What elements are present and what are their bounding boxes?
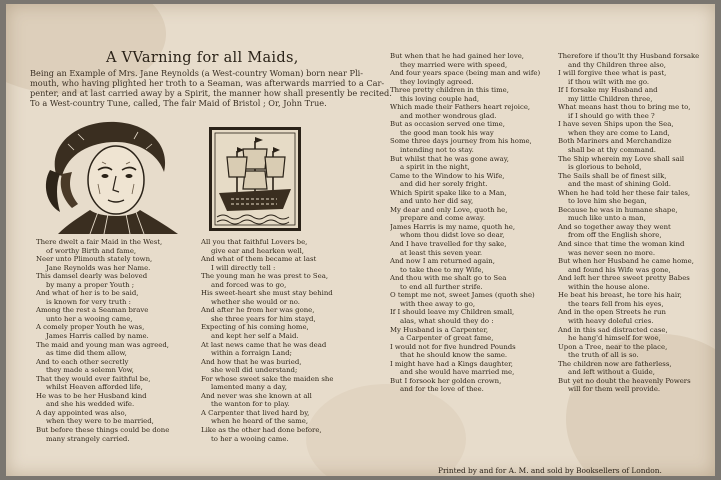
verse-line: And to each other secretly [36, 357, 129, 366]
verse-line: Like as the other had done before, [201, 426, 322, 435]
verse-line: And left her three sweet pretty Babes [558, 274, 690, 283]
verse-line: the truth of all is so. [568, 351, 639, 360]
verse-line: Because he was in humane shape, [558, 205, 678, 214]
verse-line: And what of them became at last [201, 255, 317, 264]
verse-line: with thee away to go, [400, 299, 476, 308]
ship-woodcut [209, 127, 301, 231]
verse-line: Therefore if thou'lt thy Husband forsake [558, 52, 700, 60]
verse-line: and she his wedded wife. [46, 400, 135, 409]
verse-line: if thou wilt with me go. [568, 77, 650, 86]
verse-line: I might have had a Kings daughter, [390, 359, 513, 368]
verse-line: to love him she began, [568, 197, 647, 206]
verse-line: All you that faithful Lovers be, [201, 238, 308, 246]
verse-line: of worthy Birth and fame, [46, 246, 137, 255]
verse-line: Among the rest a Seaman brave [36, 306, 149, 315]
verse-line: whom thou didst love so dear, [400, 231, 505, 240]
verse-line: to her a wooing came. [211, 434, 289, 443]
verse-line: and did her sorely fright. [400, 180, 488, 189]
woman-portrait-woodcut [38, 114, 190, 234]
verse-line: The children now are fatherless, [558, 359, 672, 368]
verse-line: Expecting of his coming home, [201, 323, 309, 332]
verse-line: when they are come to Land, [568, 128, 670, 137]
verse-line: and unto her did say, [400, 197, 474, 206]
verse-line: she three years for him stayd, [211, 314, 316, 323]
verse-column-2 [201, 238, 333, 443]
verse-line: But as occasion served one time, [390, 120, 505, 129]
verse-line: His sweet-heart she must stay behind [201, 289, 333, 298]
verse-line: intending not to stay. [400, 146, 474, 155]
verse-line: they lovingly agreed. [400, 77, 474, 86]
verse-line: she well did understand; [211, 366, 298, 375]
verse-column-3 [390, 52, 540, 394]
verse-line: he hang'd himself for woe, [568, 334, 661, 343]
verse-line: and forced was to go, [211, 280, 287, 289]
verse-line: prepare and come away. [400, 214, 486, 223]
broadside-sheet [6, 4, 715, 476]
verse-line: they married were with speed, [400, 60, 508, 69]
verse-line: And so together away they went [558, 222, 671, 231]
verse-line: O tempt me not, sweet James (quoth she) [390, 291, 535, 300]
verse-line: I would not for five hundred Pounds [390, 342, 516, 351]
verse-line: with heavy doleful cries. [568, 316, 654, 325]
printer-imprint: Printed by and for A. M. and sold by Booksellers of London. [438, 466, 662, 475]
verse-line: unto her a wooing came, [46, 314, 133, 323]
verse-line: I will forgive thee what is past, [558, 69, 667, 78]
verse-line: What means hast thou to bring me to, [558, 103, 691, 112]
verse-line: and thy Children three also, [568, 60, 666, 69]
verse-line: that he should know the same. [400, 351, 508, 360]
verse-line: And what of her is to be said, [36, 289, 139, 298]
verse-column-4 [558, 52, 699, 394]
verse-line: and for the love of thee. [400, 385, 484, 394]
verse-line: James Harris is my name, quoth he, [390, 222, 516, 231]
verse-line: Which Spirit spake like to a Man, [390, 188, 507, 197]
subtitle-line: Being an Example of Mrs. Jane Reynolds (a West-country Woman) born near Pli- [30, 68, 364, 78]
ballad-title: A VVarning for all Maids, [106, 50, 299, 66]
verse-line: was never seen no more. [568, 248, 656, 257]
verse-line: There dwelt a fair Maid in the West, [36, 238, 163, 246]
verse-line: My Husband is a Carpenter, [390, 325, 489, 334]
verse-line: Both Mariners and Merchandize [558, 137, 672, 146]
verse-line: the wanton for to play. [211, 400, 290, 409]
verse-line: And how that he was buried, [201, 357, 302, 366]
verse-line: But I forsook her golden crown, [390, 376, 502, 385]
verse-line: and the mast of shining Gold. [568, 180, 671, 189]
verse-line: many strangely carried. [46, 434, 130, 443]
verse-line: a spirit in the night, [400, 163, 470, 172]
verse-line: A comely proper Youth he was, [36, 323, 145, 332]
verse-line: will for them well provide. [568, 385, 661, 394]
verse-line: But before these things could be done [36, 426, 170, 435]
verse-line: I have seven Ships upon the Sea, [558, 120, 674, 129]
verse-line: lamented many a day, [211, 383, 287, 392]
verse-line: the good man took his way [400, 128, 494, 137]
verse-line: And in the open Streets he run [558, 308, 666, 317]
verse-line: whilst Heaven afforded life, [46, 383, 143, 392]
verse-line: and kept her self a Maid. [211, 332, 299, 341]
verse-line: Came to the Window to his Wife, [390, 171, 505, 180]
verse-line: a Carpenter of great fame, [400, 334, 494, 343]
verse-line: and she would have married me, [400, 368, 515, 377]
verse-line: And since that time the woman kind [558, 240, 685, 249]
verse-line: And in this sad distracted case, [558, 325, 668, 334]
verse-line: they made a solemn Vow, [46, 366, 134, 375]
verse-line: My dear and only Love, quoth he, [390, 205, 508, 214]
verse-line: And now I am returned again, [390, 257, 495, 266]
verse-line: The young man he was prest to Sea, [201, 272, 329, 281]
verse-line: this loving couple had, [400, 94, 480, 103]
verse-line: and found his Wife was gone, [568, 265, 671, 274]
verse-line: if I should go with thee ? [568, 111, 655, 120]
verse-line: Jane Reynolds was her Name. [46, 263, 151, 272]
verse-column-1 [36, 238, 169, 443]
verse-line: within a forraign Land; [211, 349, 292, 358]
verse-line: The Ship wherein my Love shall sail [558, 154, 685, 163]
verse-line: whether she would or no. [211, 297, 301, 306]
verse-line: the tears fell from his eyes, [568, 299, 664, 308]
verse-line: And never was she known at all [201, 391, 312, 400]
verse-line: If I should leave my Children small, [390, 308, 515, 317]
verse-line: as time did them allow, [46, 349, 127, 358]
verse-line: This damsel dearly was beloved [36, 272, 148, 281]
verse-line: That they would ever faithful be, [36, 374, 151, 383]
verse-line: And after he from her was gone, [201, 306, 315, 315]
verse-line: A day appointed was also, [36, 408, 127, 417]
verse-line: is glorious to behold, [568, 163, 642, 172]
verse-line: shall be at thy command. [568, 146, 656, 155]
verse-line: by many a proper Youth ; [46, 280, 135, 289]
verse-line: But yet no doubt the heavenly Powers [558, 376, 691, 385]
verse-line: Three pretty children in this time, [390, 86, 509, 95]
verse-line: at least this seven year. [400, 248, 483, 257]
verse-line: The maid and young man was agreed, [36, 340, 169, 349]
verse-line: And I have travelled for thy sake, [390, 240, 507, 249]
verse-line: He was to be her Husband kind [36, 391, 147, 400]
verse-line: within the house alone. [568, 282, 650, 291]
verse-line: If I forsake my Husband and [558, 86, 658, 95]
verse-line: But whilst that he was gone away, [390, 154, 509, 163]
verse-line: Upon a Tree, near to the place, [558, 342, 668, 351]
verse-line: And thou with me shalt go to Sea [390, 274, 507, 283]
verse-line: much like unto a man, [568, 214, 646, 223]
verse-line: from off the English shore, [568, 231, 662, 240]
verse-line: Which made their Fathers heart rejoice, [390, 103, 531, 112]
subtitle-line: penter, and at last carried away by a Spirit, the manner how shall presently be recited. [30, 88, 392, 98]
verse-line: But when her Husband he came home, [558, 257, 694, 266]
verse-line: when they were to be married, [46, 417, 154, 426]
verse-line: Some three days journey from his home, [390, 137, 532, 146]
verse-line: and left without a Guide, [568, 368, 655, 377]
verse-line: alas, what should they do : [400, 316, 494, 325]
verse-line: James Harris called by name. [46, 332, 149, 341]
verse-line: At last news came that he was dead [201, 340, 327, 349]
verse-line: But when that he had gained her love, [390, 52, 524, 60]
verse-line: The Sails shall be of finest silk, [558, 171, 667, 180]
verse-line: is known for very truth : [46, 297, 131, 306]
verse-line: and mother wondrous glad. [400, 111, 497, 120]
verse-line: A Carpenter that lived hard by, [201, 408, 310, 417]
verse-line: When he had told her these fair tales, [558, 188, 691, 197]
tune-line: To a West-country Tune, called, The fair Maid of Bristol ; Or, John True. [30, 98, 327, 108]
verse-line: to end all further strife. [400, 282, 483, 291]
verse-line: when he heard of the same, [211, 417, 309, 426]
verse-line: He beat his breast, he tore his hair, [558, 291, 682, 300]
verse-line: give ear and hearken well, [211, 246, 304, 255]
verse-line: Neer unto Plimouth stately town, [36, 255, 153, 264]
verse-line: For whose sweet sake the maiden she [201, 374, 334, 383]
verse-line: to take thee to my Wife, [400, 265, 484, 274]
subtitle-line: mouth, who having plighted her troth to a Seaman, was afterwards married to a Car- [30, 78, 385, 88]
verse-line: my little Children three, [568, 94, 653, 103]
verse-line: And four years space (being man and wife) [390, 69, 541, 78]
verse-line: I will directly tell : [211, 263, 276, 272]
